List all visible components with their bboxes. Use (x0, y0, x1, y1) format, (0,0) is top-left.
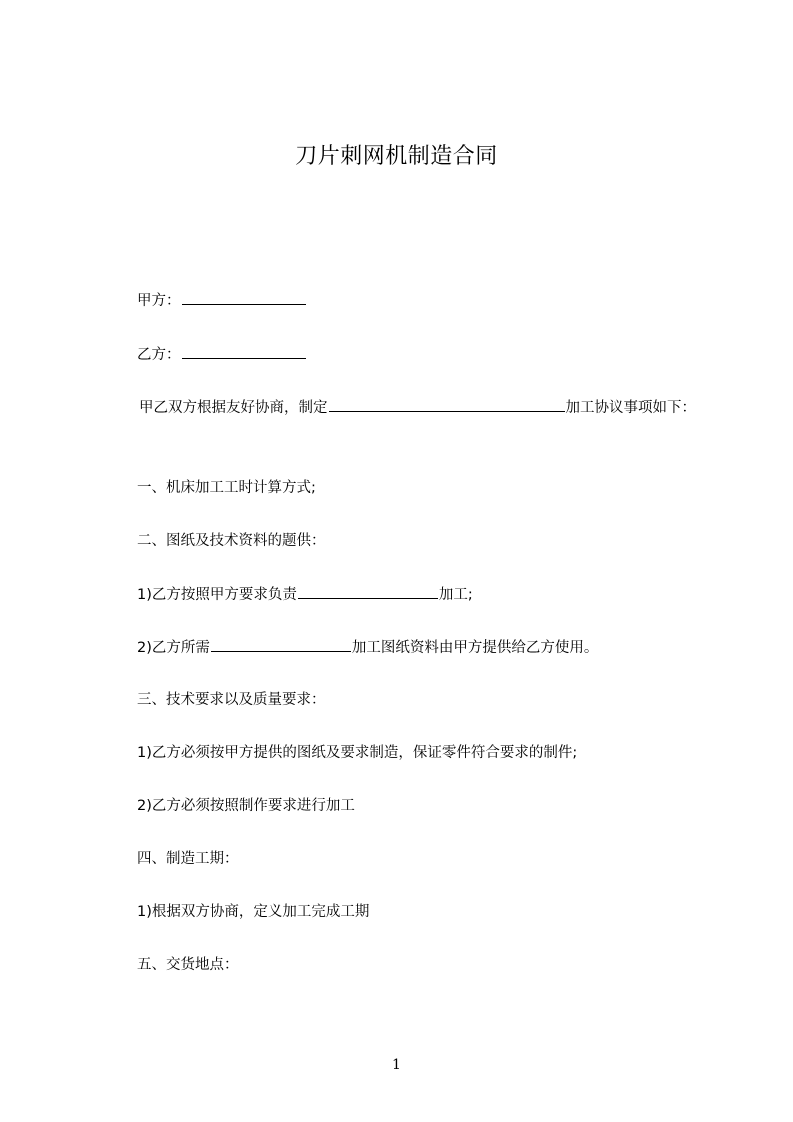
section3-heading: 三、技术要求以及质量要求： (137, 692, 326, 708)
intro-before: 甲乙双方根据友好协商，制定 (139, 400, 328, 416)
intro-after: 加工协议事项如下： (565, 400, 696, 416)
party-b-label: 乙方： (137, 347, 181, 363)
party-b-line (137, 343, 307, 366)
intro-blank (329, 396, 565, 412)
party-a-line (137, 289, 307, 312)
intro-paragraph (103, 396, 703, 421)
section4-heading: 四、制造工期： (137, 851, 239, 867)
party-a-blank (182, 289, 306, 305)
section2-item1-blank (298, 583, 438, 599)
party-a-label: 甲方： (137, 293, 181, 309)
page-number: 1 (392, 1057, 401, 1073)
section2-item1 (137, 583, 473, 606)
document-title: 刀片刺网机制造合同 (295, 144, 498, 169)
section2-item2-before: 2)乙方所需 (137, 640, 210, 656)
section2-heading: 二、图纸及技术资料的题供： (137, 533, 326, 549)
section3-item2: 2)乙方必须按照制作要求进行加工 (137, 798, 355, 814)
section2-item2-after: 加工图纸资料由甲方提供给乙方使用。 (351, 640, 599, 656)
section2-item2-blank (211, 636, 351, 652)
party-b-blank (182, 343, 306, 359)
section2-item1-before: 1)乙方按照甲方要求负责 (137, 587, 297, 603)
section1-heading: 一、机床加工工时计算方式; (137, 480, 316, 496)
section2-item1-after: 加工; (438, 587, 473, 603)
section4-item1: 1)根据双方协商，定义加工完成工期 (137, 904, 370, 920)
section3-item1: 1)乙方必须按甲方提供的图纸及要求制造，保证零件符合要求的制件; (137, 745, 578, 761)
section5-heading: 五、交货地点： (137, 957, 239, 973)
section2-item2 (137, 636, 598, 659)
